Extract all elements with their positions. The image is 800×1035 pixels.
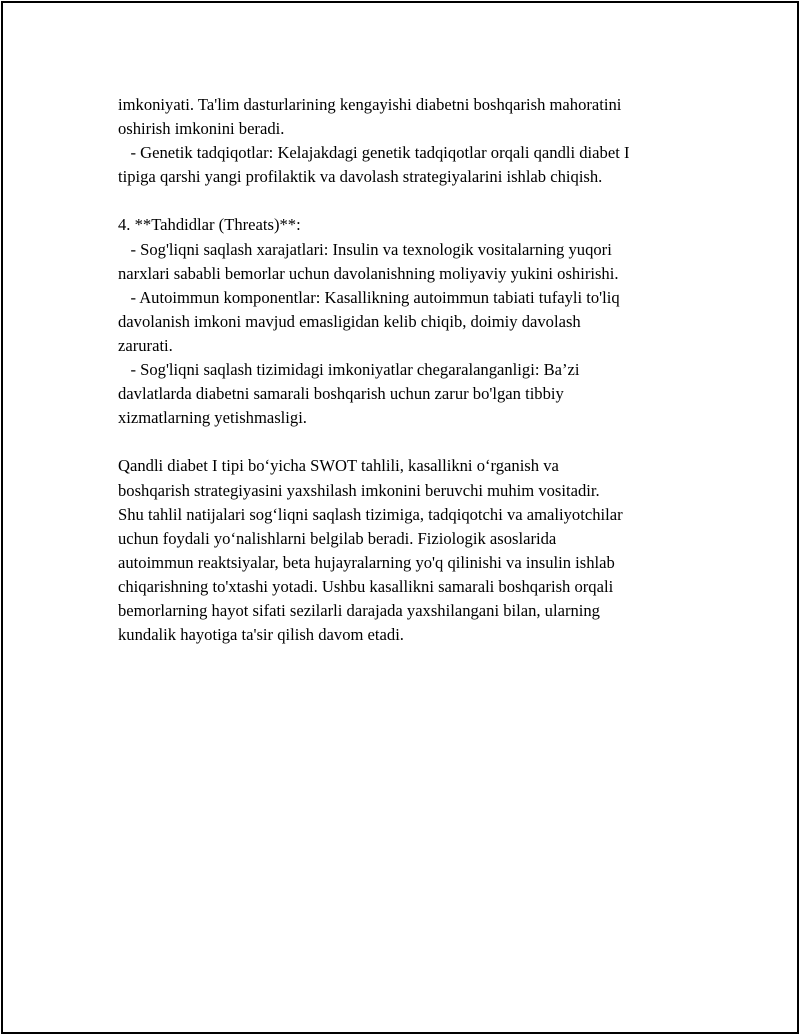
conclusion-paragraph bbox=[118, 454, 718, 647]
paragraph-spacer bbox=[118, 430, 718, 454]
threats-section bbox=[118, 213, 718, 430]
text-line: zarurati. bbox=[118, 335, 173, 355]
text-line: - Sog'liqni saqlash xarajatlari: Insulin va texnologik vositalarning yuqori bbox=[118, 239, 612, 259]
text-line: imkoniyati. Ta'lim dasturlarining kengayishi diabetni boshqarish mahoratini bbox=[118, 95, 622, 114]
document-body bbox=[118, 93, 718, 647]
text-line: oshirish imkonini beradi. bbox=[118, 119, 285, 139]
paragraph-spacer bbox=[118, 189, 718, 213]
text-line: Qandli diabet I tipi bo‘yicha SWOT tahlili, kasallikni o‘rganish va bbox=[118, 456, 559, 476]
text-line: narxlari sababli bemorlar uchun davolanishning moliyaviy yukini oshirishi. bbox=[118, 263, 619, 283]
text-line: - Autoimmun komponentlar: Kasallikning autoimmun tabiati tufayli to'liq bbox=[118, 287, 620, 307]
text-line: - Sog'liqni saqlash tizimidagi imkoniyatlar chegaralanganligi: Ba’zi bbox=[118, 360, 580, 380]
text-line: davlatlarda diabetni samarali boshqarish uchun zarur bo'lgan tibbiy bbox=[118, 384, 564, 404]
text-line: - Genetik tadqiqotlar: Kelajakdagi genetik tadqiqotlar orqali qandli diabet I bbox=[118, 143, 630, 163]
text-line: Shu tahlil natijalari sog‘liqni saqlash tizimiga, tadqiqotchi va amaliyotchilar bbox=[118, 504, 623, 524]
text-line: boshqarish strategiyasini yaxshilash imkonini beruvchi muhim vositadir. bbox=[118, 480, 600, 500]
text-line: chiqarishning to'xtashi yotadi. Ushbu kasallikni samarali boshqarish orqali bbox=[118, 576, 614, 596]
text-line: xizmatlarning yetishmasligi. bbox=[118, 408, 307, 428]
text-line: kundalik hayotiga ta'sir qilish davom etadi. bbox=[118, 625, 404, 645]
text-line: autoimmun reaktsiyalar, beta hujayralarning yo'q qilinishi va insulin ishlab bbox=[118, 552, 615, 572]
text-line: bemorlarning hayot sifati sezilarli darajada yaxshilangani bilan, ularning bbox=[118, 600, 600, 620]
text-line: uchun foydali yo‘nalishlarni belgilab beradi. Fiziologik asoslarida bbox=[118, 528, 557, 548]
text-line: davolanish imkoni mavjud emasligidan kelib chiqib, doimiy davolash bbox=[118, 311, 581, 331]
section-heading: 4. **Tahdidlar (Threats)**: bbox=[118, 215, 301, 235]
text-line: tipiga qarshi yangi profilaktik va davolash strategiyalarini ishlab chiqish. bbox=[118, 167, 603, 187]
opportunities-continuation bbox=[118, 93, 718, 189]
